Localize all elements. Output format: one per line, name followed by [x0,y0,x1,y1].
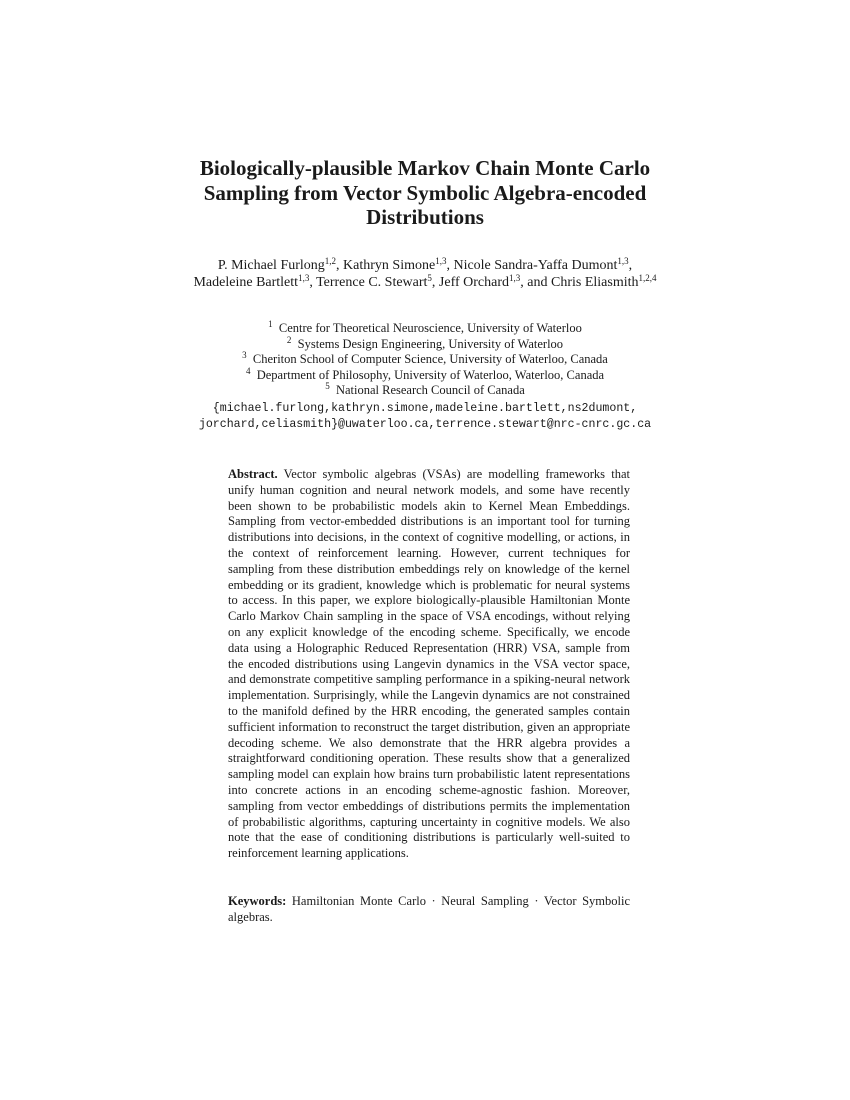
affiliation-text: National Research Council of Canada [335,383,525,398]
abstract-text: Vector symbolic algebras (VSAs) are modelling frameworks that unify human cognition and neural network models, and some have recently been shown to be probabilistic models akin to Kernel Mean Embeddings. Sampling from vector-embedded distributions is an important tool for turning distributions into decisions, in the context of cognitive modelling, or actions, in the context of reinforcement learning. However, current techniques for sampling from these distribution embeddings rely on knowledge of the kernel embedding or its gradient, knowledge which is problematic for neural systems to access. In this paper, we explore biologically-plausible Hamiltonian Monte Carlo Markov Chain sampling in the space of VSA encodings, without relying on any explicit knowledge of the encoding scheme. Specifically, we encode data using a Holographic Reduced Representation (HRR) VSA, sample from the encoded distributions using Langevin dynamics in the VSA vector space, and demonstrate competitive sampling performance in a spiking-neural network implementation. Surprisingly, while the Langevin dynamics are not constrained to the manifold defined by the HRR encoding, the generated samples contain sufficient information to reconstruct the target distribution, given an appropriate decoding scheme. We also demonstrate that the HRR algebra provides a straightforward conditioning operation. These results show that a generalized sampling model can explain how brains turn probabilistic latent representations into concrete actions in an encoding scheme-agnostic fashion. Moreover, sampling from vector embeddings of distributions permits the implementation of probabilistic algorithms, capturing uncertainty in cognitive models. We also note that the ease of conditioning distributions is particularly well-suited to reinforcement learning applications. [228,467,630,861]
author-name: P. Michael Furlong [217,258,325,273]
affiliation-item [150,383,700,399]
affiliation-block [150,321,700,433]
email-line-2: jorchard,celiasmith}@uwaterloo.ca,terrence.stewart@nrc-cnrc.gc.ca [198,417,652,431]
affiliation-item [150,365,700,384]
title-line-2: Sampling from Vector Symbolic Algebra-encoded [203,180,647,205]
author-name: Terrence C. Stewart [316,274,428,290]
affiliation-text: Department of Philosophy, University of Waterloo, Waterloo, Canada [256,367,605,382]
author-affiliation-marker: 1,3 [617,256,629,266]
affiliation-text: Cheriton School of Computer Science, University of Waterloo, Canada [252,352,608,367]
author-affiliation-marker: 1,2,4 [638,272,657,283]
email-list [150,401,700,433]
affiliation-item [150,352,700,368]
title-line-3: Distributions [366,205,484,229]
affiliation-item [150,334,700,353]
author-line-2: Madeleine Bartlett$^{1,3}$, Terrence C. Stewart$^5$, Jeff Orchard$^{1,3}$, and Chris Eliasmith$^{1,2,4}$ [193,272,657,290]
affiliation-marker: 5 [325,381,330,392]
author-name: Jeff Orchard [438,274,510,290]
author-affiliation-marker: 5 [427,272,432,283]
email-line-1: {michael.furlong,kathryn.simone,madeleine.bartlett,ns2dumont, [212,401,638,415]
author-name: Nicole Sandra-Yaffa Dumont [453,258,618,273]
author-line-1: P. Michael Furlong$^{1,2}$, Kathryn Simone$^{1,3}$, Nicole Sandra-Yaffa Dumont$^{1,3}$, [217,256,633,273]
affiliation-marker: 4 [245,365,251,376]
author-name: Chris Eliasmith [551,274,639,290]
author-affiliation-marker: 1,3 [435,256,447,266]
author-affiliation-marker: 1,2 [324,256,337,266]
keywords [228,894,630,926]
affiliation-marker: 3 [242,350,247,361]
author-name: Kathryn Simone [343,258,436,273]
author-affiliation-marker: 1,3 [298,272,310,283]
affiliation-marker: 1 [268,319,273,329]
paper-title [150,156,700,230]
author-name: Madeleine Bartlett [193,274,299,290]
abstract-label: Abstract. [228,467,278,481]
keywords-label: Keywords: [228,894,287,908]
abstract [228,467,630,862]
affiliation-text: Centre for Theoretical Neuroscience, University of Waterloo [278,321,582,335]
author-affiliation-marker: 1,3 [509,272,521,283]
author-list [170,258,680,291]
keywords-text: Hamiltonian Monte Carlo · Neural Sampling · Vector Symbolic algebras. [228,894,630,924]
affiliation-item [150,321,700,337]
affiliation-text: Systems Design Engineering, University of Waterloo [297,336,564,351]
title-line-1: Biologically-plausible Markov Chain Monte Carlo [199,156,651,180]
affiliation-marker: 2 [286,334,292,345]
